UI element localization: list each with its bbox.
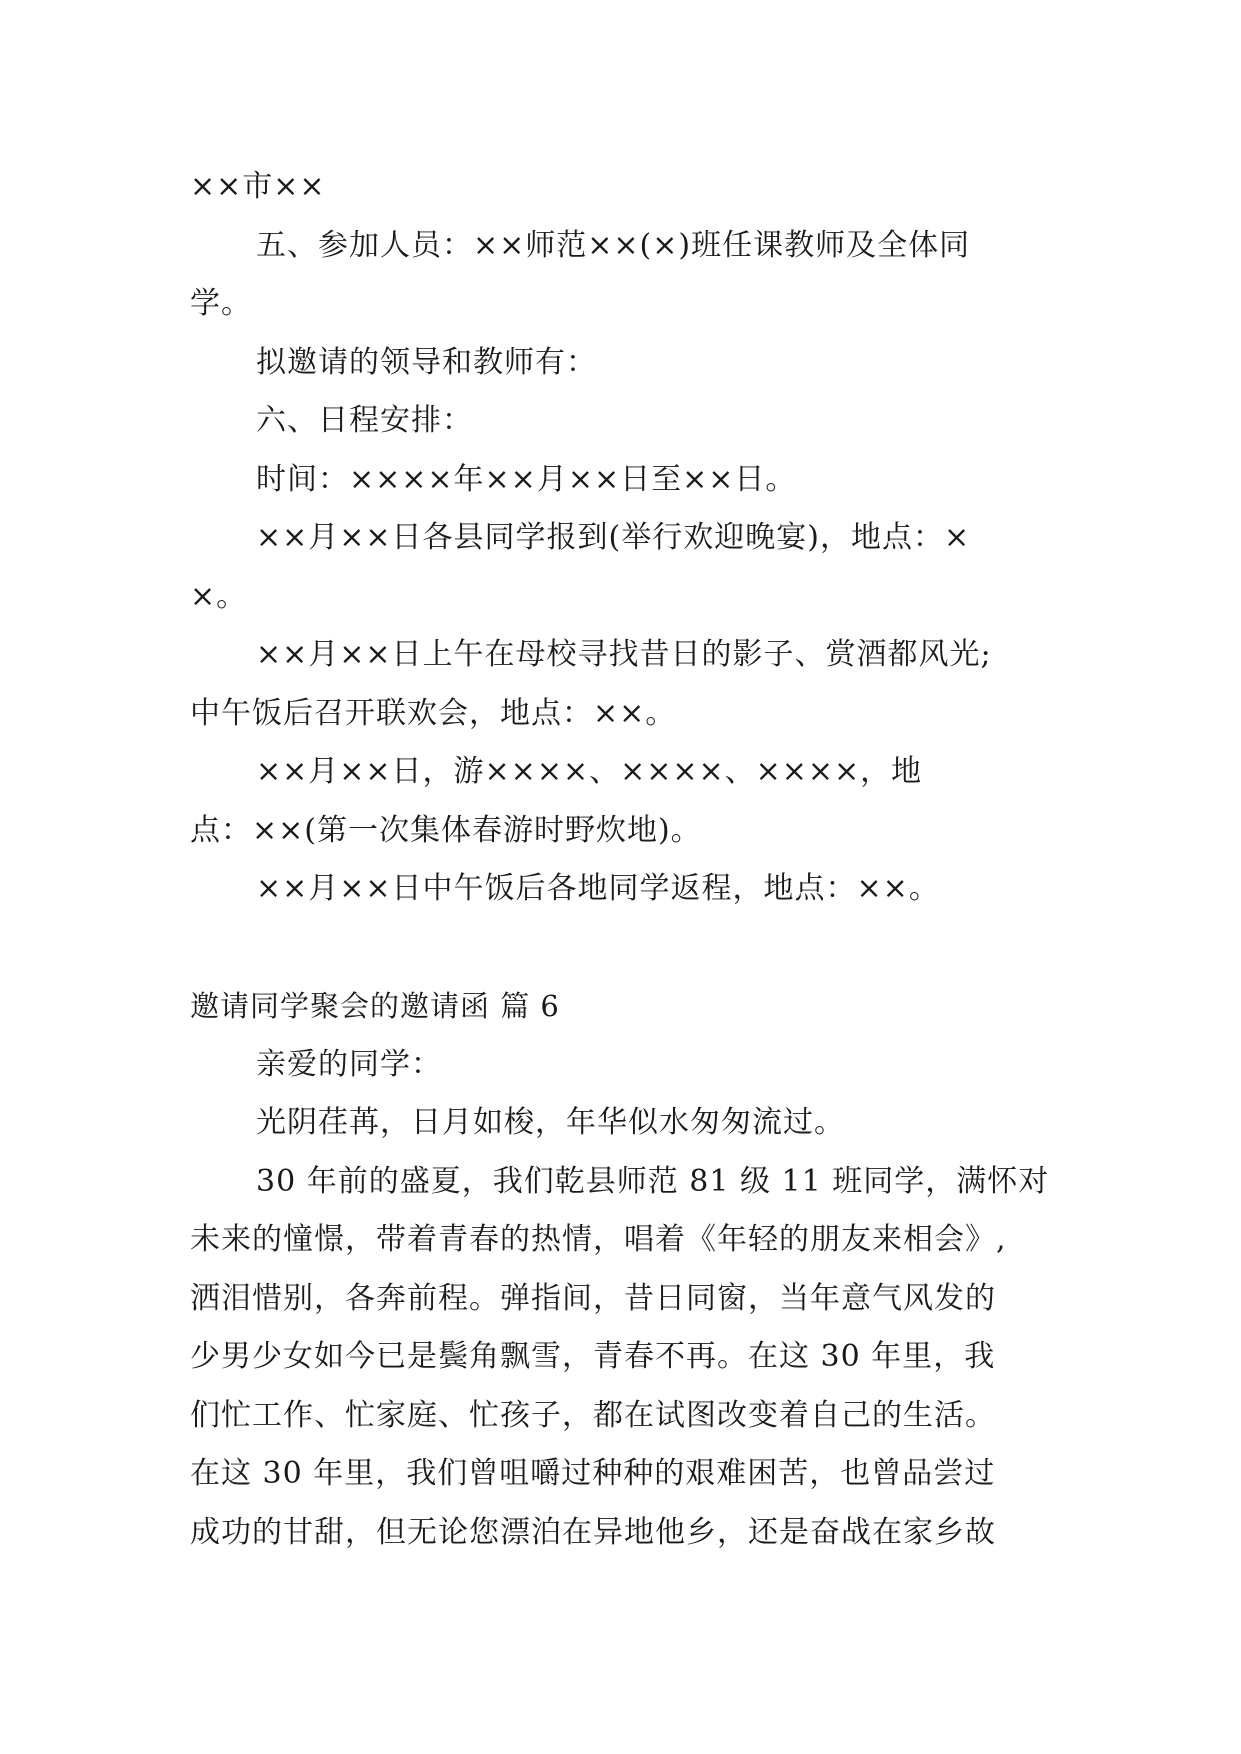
- section-heading: 邀请同学聚会的邀请函 篇 6: [190, 989, 560, 1023]
- text-line: 洒泪惜别，各奔前程。弹指间，昔日同窗，当年意气风发的: [190, 1280, 996, 1316]
- paragraph-salutation: 亲爱的同学：: [256, 1046, 442, 1082]
- paragraph-day-1: ××月××日各县同学报到(举行欢迎晚宴)，地点：×: [256, 520, 971, 555]
- paragraph-invited-guests: 拟邀请的领导和教师有：: [256, 344, 597, 380]
- text-line: 学。: [190, 286, 252, 321]
- paragraph-participants: 五、参加人员：××师范××(×)班任课教师及全体同: [256, 227, 971, 263]
- paragraph-schedule-heading: 六、日程安排：: [256, 403, 473, 438]
- paragraph-day-3: ××月××日，游××××、××××、××××，地: [256, 754, 923, 789]
- paragraph-opening: 光阴荏苒，日月如梭，年华似水匆匆流过。: [256, 1105, 845, 1140]
- text-line: 在这 30 年里，我们曾咀嚼过种种的艰难困苦，也曾品尝过: [190, 1456, 996, 1491]
- paragraph-day-2: ××月××日上午在母校寻找昔日的影子、赏酒都风光;: [256, 637, 992, 672]
- paragraph-time: 时间：××××年××月××日至××日。: [256, 461, 797, 497]
- text-line: 少男少女如今已是鬓角飘雪，青春不再。在这 30 年里，我: [190, 1339, 996, 1374]
- document-body: [190, 158, 1060, 1562]
- section-spacer: [190, 919, 1060, 978]
- text-line: 成功的甘甜，但无论您漂泊在异地他乡，还是奋战在家乡故: [190, 1514, 996, 1550]
- paragraph-day-4: ××月××日中午饭后各地同学返程，地点：××。: [256, 871, 940, 906]
- text-line: 点：××(第一次集体春游时野炊地)。: [190, 812, 702, 848]
- text-line: ×。: [190, 578, 248, 614]
- text-line: 中午饭后召开联欢会，地点：××。: [190, 695, 677, 731]
- text-line: 未来的憧憬，带着青春的热情，唱着《年轻的朋友来相会》,: [190, 1222, 1007, 1257]
- paragraph-body: 30 年前的盛夏，我们乾县师范 81 级 11 班同学，满怀对: [256, 1163, 1050, 1199]
- text-line: ××市××: [190, 169, 326, 204]
- text-line: 们忙工作、忙家庭、忙孩子，都在试图改变着自己的生活。: [190, 1397, 996, 1433]
